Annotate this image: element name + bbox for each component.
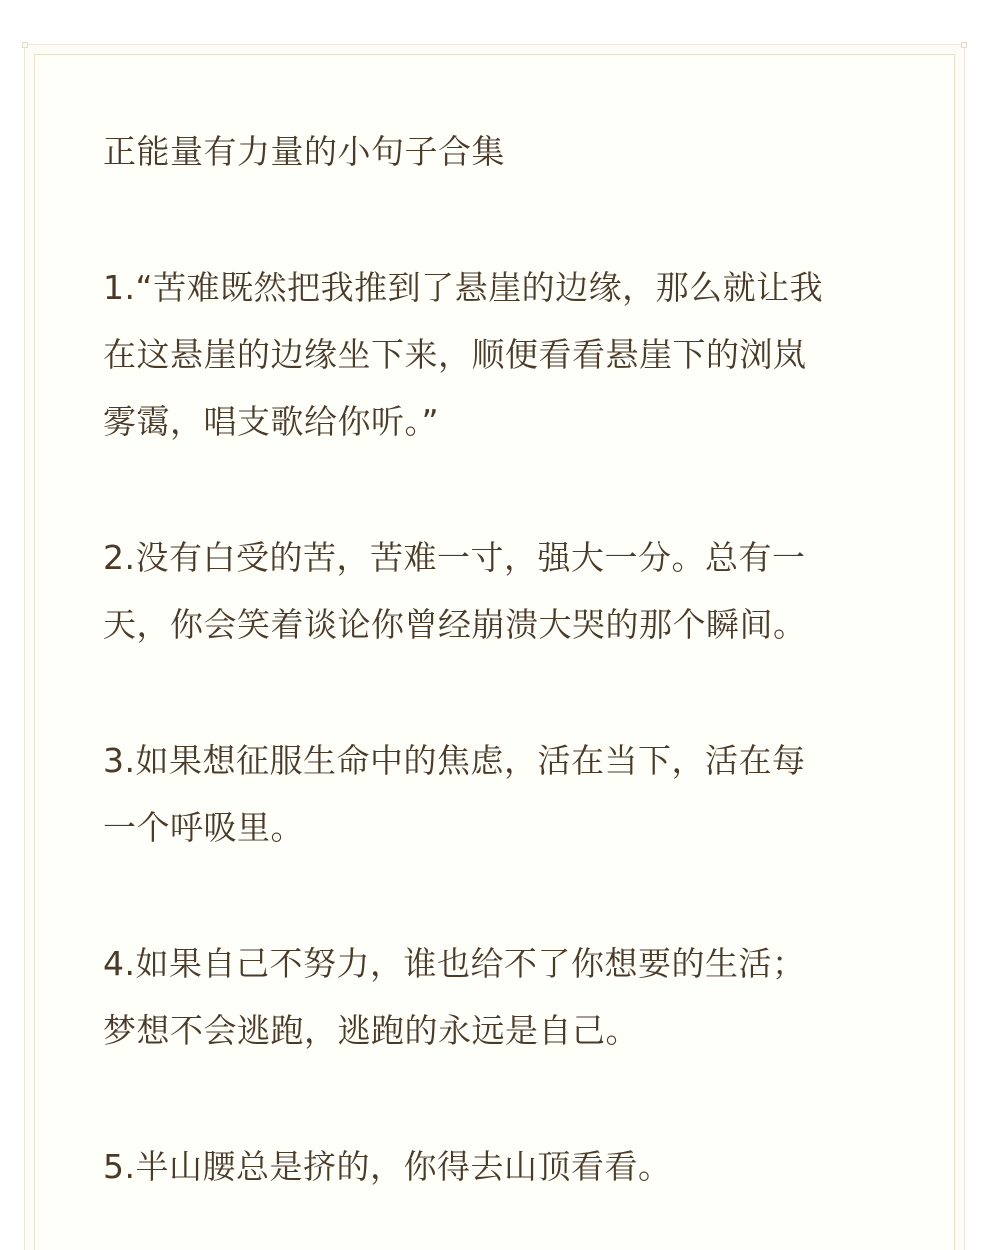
frame-corner-top-left — [22, 42, 28, 48]
quote-paragraph-4: 4.如果自己不努力，谁也给不了你想要的生活； 梦想不会逃跑，逃跑的永远是自己。 — [103, 944, 806, 1050]
quote-paragraph-2: 2.没有白受的苦，苦难一寸，强大一分。总有一 天，你会笑着谈论你曾经崩溃大哭的那个瞬间。 — [103, 538, 807, 644]
article-body — [103, 118, 883, 1250]
quote-paragraph-3: 3.如果想征服生命中的焦虑，活在当下，活在每 一个呼吸里。 — [103, 741, 806, 847]
quote-paragraph-5: 5.半山腰总是挤的，你得去山顶看看。 — [103, 1147, 672, 1186]
article-title: 正能量有力量的小句子合集 — [103, 132, 505, 171]
frame-corner-top-right — [961, 42, 967, 48]
quote-paragraph-1: 1.“苦难既然把我推到了悬崖的边缘，那么就让我 在这悬崖的边缘坐下来，顺便看看悬崖下的浏岚 雾霭，唱支歌给你听。” — [103, 268, 824, 441]
